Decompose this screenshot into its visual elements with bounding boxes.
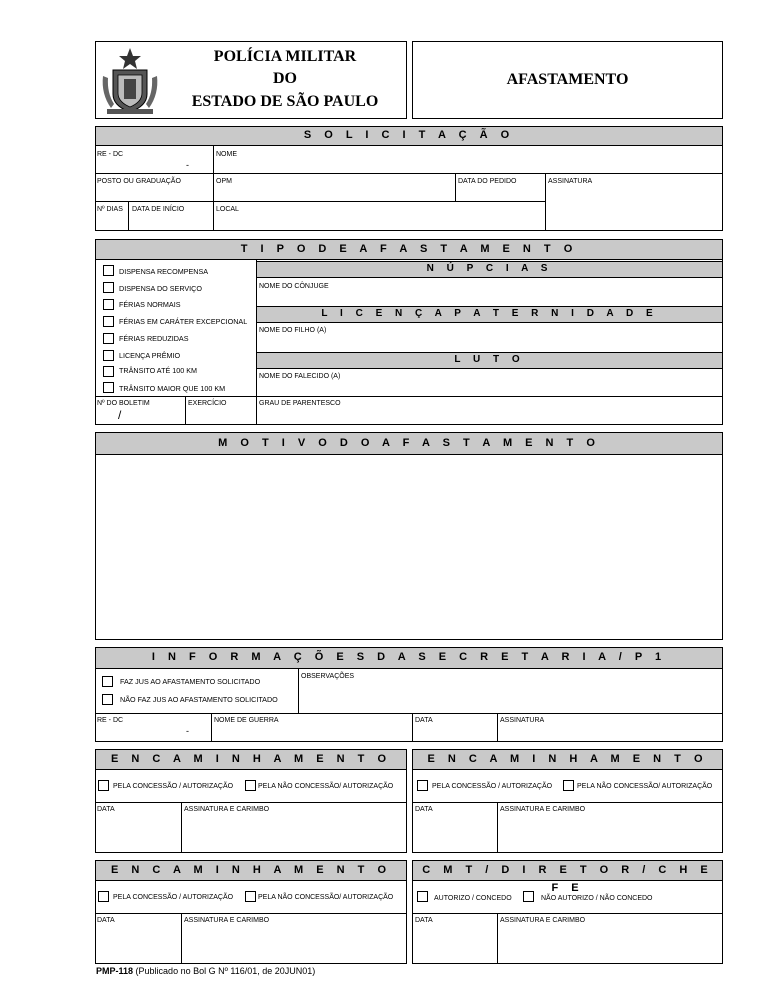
footer: [96, 966, 315, 977]
data-field[interactable]: DATA: [415, 717, 433, 724]
divider: [95, 396, 723, 397]
checkbox[interactable]: [103, 316, 114, 327]
data-field[interactable]: DATA: [415, 917, 433, 924]
motivo-text-area[interactable]: [97, 456, 721, 638]
nome-falecido-field[interactable]: NOME DO FALECIDO (A): [259, 373, 341, 380]
nao-autorizo-label: NÃO AUTORIZO / NÃO CONCEDO: [541, 895, 653, 902]
boletim-slash: /: [118, 408, 122, 422]
divider: [95, 201, 545, 202]
divider: [95, 802, 407, 803]
licenca-paternidade-title: L I C E N Ç A P A T E R N I D A D E: [256, 306, 723, 323]
nome-conjuge-field[interactable]: NOME DO CÔNJUGE: [259, 283, 329, 290]
nao-concessao-label: PELA NÃO CONCESSÃO/ AUTORIZAÇÃO: [577, 783, 713, 790]
re-dc-dash: -: [186, 726, 189, 736]
nao-concessao-label: PELA NÃO CONCESSÃO/ AUTORIZAÇÃO: [258, 894, 394, 901]
solicitacao-title: S O L I C I T A Ç Ã O: [95, 126, 723, 146]
checkbox[interactable]: [103, 333, 114, 344]
assinatura-carimbo-field[interactable]: ASSINATURA E CARIMBO: [500, 806, 586, 813]
concessao-checkbox[interactable]: [98, 780, 109, 791]
option-label: FÉRIAS REDUZIDAS: [119, 334, 189, 343]
option-label: FÉRIAS NORMAIS: [119, 300, 181, 309]
checkbox[interactable]: [103, 350, 114, 361]
option-label: FÉRIAS EM CARÁTER EXCEPCIONAL: [119, 317, 248, 326]
publication-note: (Publicado no Bol G Nº 116/01, de 20JUN01): [135, 966, 316, 976]
concessao-label: PELA CONCESSÃO / AUTORIZAÇÃO: [113, 894, 234, 901]
observacoes-field[interactable]: OBSERVAÇÕES: [301, 673, 355, 680]
option-label: LICENÇA PRÊMIO: [119, 351, 181, 360]
opm-field[interactable]: OPM: [216, 178, 232, 185]
nao-concessao-label: PELA NÃO CONCESSÃO/ AUTORIZAÇÃO: [258, 783, 394, 790]
tipo-title: T I P O D E A F A S T A M E N T O: [95, 239, 723, 260]
nao-faz-jus-checkbox[interactable]: [102, 694, 113, 705]
divider: [213, 146, 214, 231]
concessao-checkbox[interactable]: [98, 891, 109, 902]
nome-field[interactable]: NOME: [216, 151, 237, 158]
assinatura-carimbo-field[interactable]: ASSINATURA E CARIMBO: [184, 917, 270, 924]
luto-title: L U T O: [256, 352, 723, 369]
org-name-line3: ESTADO DE SÃO PAULO: [191, 93, 379, 110]
re-dc-field[interactable]: RE - DC: [97, 151, 124, 158]
divider: [128, 201, 129, 231]
autorizo-label: AUTORIZO / CONCEDO: [434, 895, 512, 902]
divider: [412, 802, 723, 803]
data-field[interactable]: DATA: [97, 806, 115, 813]
divider: [181, 802, 182, 853]
nao-autorizo-checkbox[interactable]: [523, 891, 534, 902]
assinatura-field[interactable]: ASSINATURA: [500, 717, 545, 724]
divider: [412, 713, 413, 742]
cmt-title: C M T / D I R E T O R / C H E F E: [412, 860, 723, 881]
divider: [545, 173, 546, 231]
n-dias-field[interactable]: Nº DIAS: [97, 206, 123, 213]
divider: [95, 173, 723, 174]
re-dc-dash: -: [186, 160, 189, 170]
divider: [497, 913, 498, 964]
divider: [298, 669, 299, 713]
nome-guerra-field[interactable]: NOME DE GUERRA: [214, 717, 279, 724]
encaminhamento-3-title: E N C A M I N H A M E N T O: [95, 860, 407, 881]
posto-graduacao-field[interactable]: POSTO OU GRADUAÇÃO: [97, 178, 181, 185]
form-code: PMP-118: [96, 966, 134, 976]
grau-parentesco-field[interactable]: GRAU DE PARENTESCO: [259, 400, 341, 407]
form-title: AFASTAMENTO: [506, 71, 629, 88]
divider: [185, 396, 186, 425]
informacoes-title: I N F O R M A Ç Õ E S D A S E C R E T A R I A / P 1: [95, 647, 723, 669]
org-name-line2: DO: [273, 70, 297, 87]
checkbox[interactable]: [103, 366, 114, 377]
coat-of-arms-icon: [99, 46, 161, 116]
nome-filho-field[interactable]: NOME DO FILHO (A): [259, 327, 327, 334]
checkbox[interactable]: [103, 382, 114, 393]
checkbox[interactable]: [103, 299, 114, 310]
divider: [497, 713, 498, 742]
divider: [412, 913, 723, 914]
motivo-title: M O T I V O D O A F A S T A M E N T O: [95, 432, 723, 455]
assinatura-carimbo-field[interactable]: ASSINATURA E CARIMBO: [184, 806, 270, 813]
assinatura-carimbo-field[interactable]: ASSINATURA E CARIMBO: [500, 917, 586, 924]
divider: [497, 802, 498, 853]
faz-jus-checkbox[interactable]: [102, 676, 113, 687]
org-name-line1: POLÍCIA MILITAR: [213, 48, 357, 65]
re-dc-field[interactable]: RE - DC: [97, 717, 124, 724]
divider: [256, 260, 257, 425]
option-label: DISPENSA RECOMPENSA: [119, 267, 209, 276]
nao-concessao-checkbox[interactable]: [563, 780, 574, 791]
boletim-field[interactable]: Nº DO BOLETIM: [97, 400, 150, 407]
checkbox[interactable]: [103, 265, 114, 276]
nupcias-title: N Ú P C I A S: [256, 261, 723, 278]
concessao-checkbox[interactable]: [417, 780, 428, 791]
nao-concessao-checkbox[interactable]: [245, 780, 256, 791]
data-field[interactable]: DATA: [415, 806, 433, 813]
nao-faz-jus-label: NÃO FAZ JUS AO AFASTAMENTO SOLICITADO: [120, 695, 278, 704]
checkbox[interactable]: [103, 282, 114, 293]
data-inicio-field[interactable]: DATA DE INÍCIO: [132, 206, 185, 213]
encaminhamento-1-title: E N C A M I N H A M E N T O: [95, 749, 407, 770]
divider: [181, 913, 182, 964]
option-label: DISPENSA DO SERVIÇO: [119, 284, 202, 293]
exercicio-field[interactable]: EXERCÍCIO: [188, 400, 227, 407]
divider: [455, 173, 456, 201]
encaminhamento-2-title: E N C A M I N H A M E N T O: [412, 749, 723, 770]
assinatura-field[interactable]: ASSINATURA: [548, 178, 593, 185]
concessao-label: PELA CONCESSÃO / AUTORIZAÇÃO: [432, 783, 553, 790]
option-label: TRÂNSITO MAIOR QUE 100 KM: [119, 384, 226, 393]
faz-jus-label: FAZ JUS AO AFASTAMENTO SOLICITADO: [120, 677, 261, 686]
concessao-label: PELA CONCESSÃO / AUTORIZAÇÃO: [113, 783, 234, 790]
data-field[interactable]: DATA: [97, 917, 115, 924]
local-field[interactable]: LOCAL: [216, 206, 239, 213]
divider: [95, 913, 407, 914]
option-label: TRÂNSITO ATÉ 100 KM: [119, 366, 198, 375]
divider: [211, 713, 212, 742]
nao-concessao-checkbox[interactable]: [245, 891, 256, 902]
data-pedido-field[interactable]: DATA DO PEDIDO: [458, 178, 517, 185]
tipo-option-list: [103, 265, 253, 395]
autorizo-checkbox[interactable]: [417, 891, 428, 902]
divider: [95, 713, 723, 714]
